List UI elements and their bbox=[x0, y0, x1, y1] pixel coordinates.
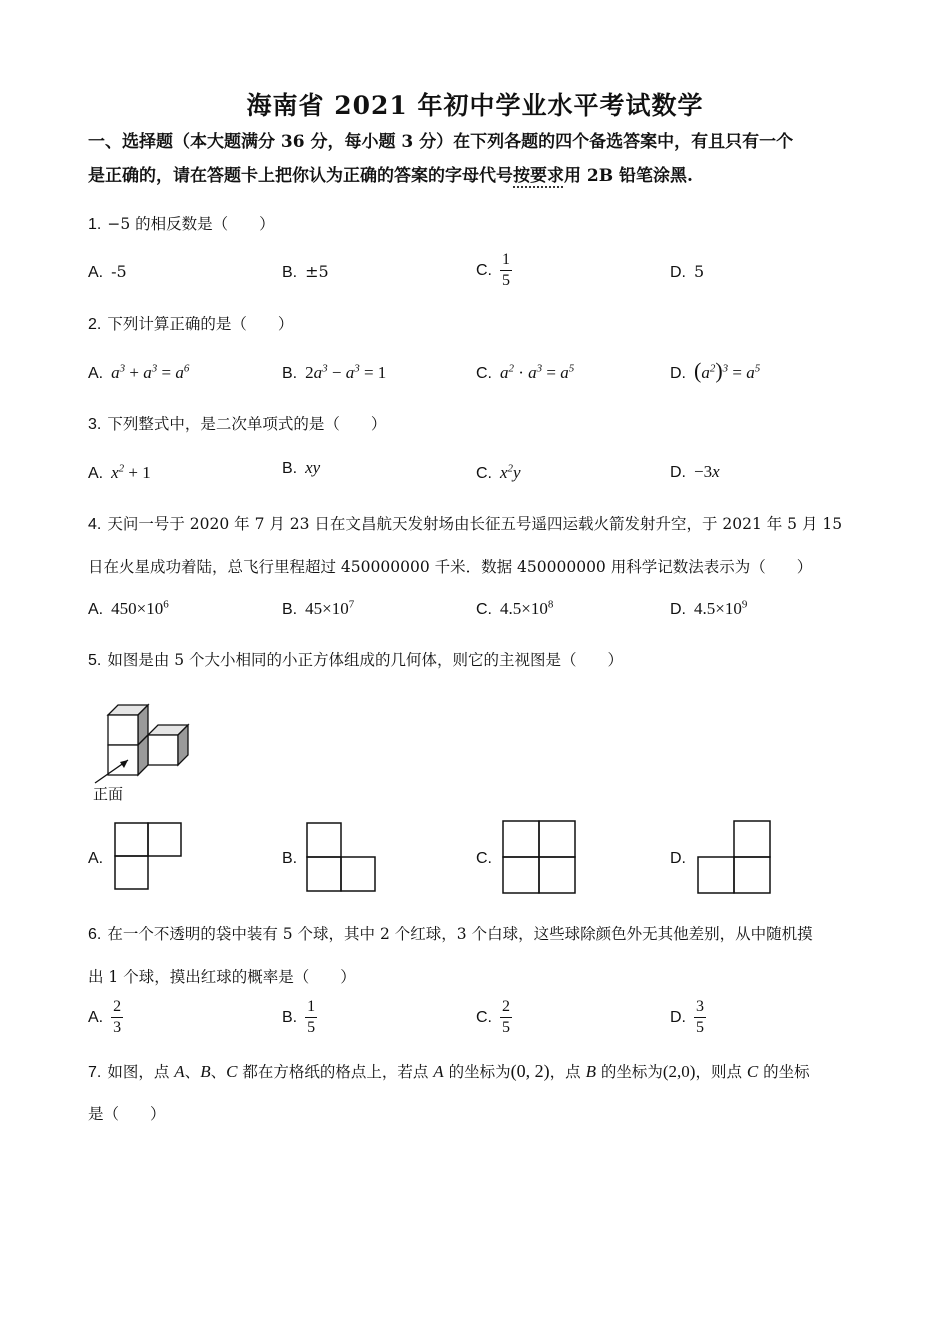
q3-option-a[interactable]: A. $x^2 + 1$ bbox=[88, 462, 151, 482]
q6-option-b[interactable]: B. $\frac{1}{5}$ bbox=[282, 998, 316, 1036]
question-6: 6. 在一个不透明的袋中装有 5 个球，其中 2 个红球，3 个白球，这些球除颜色外无其他差别，从中随机摸 bbox=[88, 925, 813, 943]
q5-option-c[interactable]: C. bbox=[476, 850, 492, 867]
q1-option-a[interactable]: A. -5 bbox=[88, 262, 127, 281]
question-7-line2: 是（ ） bbox=[88, 1105, 166, 1123]
question-4-line2: 日在火星成功着陆，总飞行里程超过 450000000 千米．数据 450000000 用科学记数法表示为（ ） bbox=[88, 558, 813, 576]
q5-option-a[interactable]: A. bbox=[88, 850, 104, 867]
q2-option-b[interactable]: B. $2a^3 - a^3 = 1$ bbox=[282, 362, 387, 382]
q5-option-c-figure bbox=[502, 820, 576, 894]
q5-option-b[interactable]: B. bbox=[282, 850, 298, 867]
question-6-line2: 出 1 个球，摸出红球的概率是（ ） bbox=[88, 968, 356, 986]
q3-option-d[interactable]: D. −3x bbox=[670, 462, 720, 481]
q1-option-d[interactable]: D. 5 bbox=[670, 262, 705, 281]
q3-option-c[interactable]: C. $x^2y$ bbox=[476, 462, 521, 482]
q4-option-c[interactable]: C. $4.5\times 10^8$ bbox=[476, 598, 554, 618]
q3-option-b[interactable]: B. xy bbox=[282, 458, 321, 477]
question-5: 5. 如图是由 5 个大小相同的小正方体组成的几何体，则它的主视图是（ ） bbox=[88, 651, 624, 669]
q5-option-b-figure bbox=[306, 822, 378, 894]
q5-option-d[interactable]: D. bbox=[670, 850, 686, 867]
q1-option-c[interactable]: C. $\frac{1}{5}$ bbox=[476, 251, 510, 289]
section-heading-line2: 是正确的，请在答题卡上把你认为正确的答案的字母代号按要求用 2B 铅笔涂黑. bbox=[88, 166, 693, 186]
cube-figure bbox=[100, 690, 200, 790]
question-7: 7. 如图，点 A、B、C 都在方格纸的格点上，若点 A 的坐标为(0, 2)，点 B 的坐标为(2,0)，则点 C 的坐标 bbox=[88, 1061, 810, 1081]
q5-option-d-figure bbox=[697, 820, 773, 896]
q2-option-c[interactable]: C. $a^2 \cdot a^3 = a^5$ bbox=[476, 362, 575, 382]
section-heading bbox=[88, 125, 878, 193]
q4-option-a[interactable]: A. $450\times 10^6$ bbox=[88, 598, 169, 618]
question-2: 2. 下列计算正确的是（ ） bbox=[88, 315, 294, 333]
page-title: 海南省 2021 年初中学业水平考试数学 bbox=[246, 91, 704, 120]
q5-option-a-figure bbox=[114, 822, 184, 892]
q2-option-a[interactable]: A. $a^3 + a^3 = a^6$ bbox=[88, 362, 190, 382]
section-heading-line1: 一、选择题（本大题满分 36 分，每小题 3 分）在下列各题的四个备选答案中，有且只有一个 bbox=[88, 132, 794, 152]
q4-option-d[interactable]: D. $4.5\times 10^9$ bbox=[670, 598, 748, 618]
q6-option-c[interactable]: C. $\frac{2}{5}$ bbox=[476, 998, 510, 1036]
q6-option-a[interactable]: A. $\frac{2}{3}$ bbox=[88, 998, 122, 1036]
front-label: 正面 bbox=[93, 785, 124, 803]
fraction: $\frac{1}{5}$ bbox=[502, 251, 510, 289]
question-1: 1. −5 的相反数是（ ） bbox=[88, 215, 275, 233]
q4-option-b[interactable]: B. $45\times 10^7$ bbox=[282, 598, 355, 618]
question-3: 3. 下列整式中，是二次单项式的是（ ） bbox=[88, 415, 387, 433]
q2-option-d[interactable]: D. $(a^2)^3 = a^5$ bbox=[670, 358, 761, 383]
question-4: 4. 天问一号于 2020 年 7 月 23 日在文昌航天发射场由长征五号遥四运载火箭发射升空，于 2021 年 5 月 15 bbox=[88, 515, 843, 533]
q1-option-b[interactable]: B. ±5 bbox=[282, 262, 329, 281]
q6-option-d[interactable]: D. $\frac{3}{5}$ bbox=[670, 998, 704, 1036]
